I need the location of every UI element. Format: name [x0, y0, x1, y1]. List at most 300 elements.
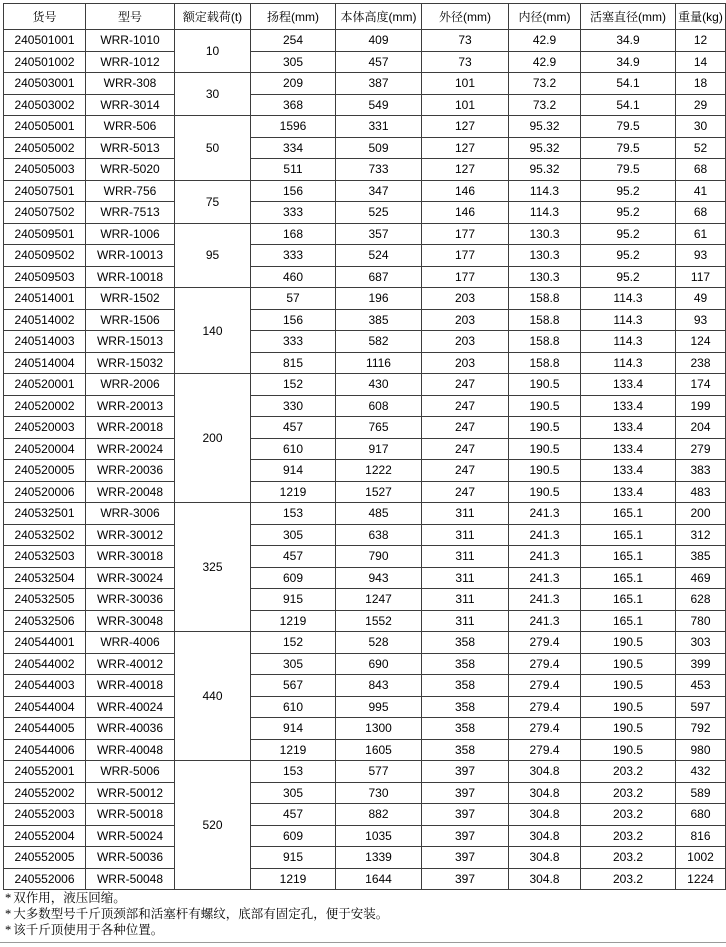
- cell-stroke: 333: [251, 202, 336, 224]
- cell-weight: 68: [676, 202, 726, 224]
- cell-outer-diameter: 203: [422, 288, 509, 310]
- cell-item-number: 240507501: [4, 180, 86, 202]
- cell-body-height: 1222: [336, 460, 422, 482]
- cell-rated-load: 200: [175, 374, 251, 503]
- cell-body-height: 687: [336, 266, 422, 288]
- cell-body-height: 387: [336, 73, 422, 95]
- cell-inner-diameter: 114.3: [509, 202, 581, 224]
- footnotes: [5, 890, 388, 938]
- cell-stroke: 914: [251, 718, 336, 740]
- cell-body-height: 357: [336, 223, 422, 245]
- cell-model: WRR-30018: [86, 546, 175, 568]
- cell-inner-diameter: 190.5: [509, 481, 581, 503]
- cell-item-number: 240532505: [4, 589, 86, 611]
- cell-weight: 383: [676, 460, 726, 482]
- cell-stroke: 915: [251, 847, 336, 869]
- cell-weight: 49: [676, 288, 726, 310]
- cell-stroke: 457: [251, 804, 336, 826]
- cell-body-height: 549: [336, 94, 422, 116]
- cell-item-number: 240505002: [4, 137, 86, 159]
- cell-stroke: 334: [251, 137, 336, 159]
- cell-inner-diameter: 304.8: [509, 761, 581, 783]
- cell-stroke: 156: [251, 180, 336, 202]
- cell-item-number: 240505001: [4, 116, 86, 138]
- cell-body-height: 409: [336, 30, 422, 52]
- table-row: [4, 868, 726, 890]
- cell-outer-diameter: 397: [422, 782, 509, 804]
- cell-model: WRR-50036: [86, 847, 175, 869]
- cell-stroke: 1219: [251, 481, 336, 503]
- cell-body-height: 730: [336, 782, 422, 804]
- table-row: [4, 503, 726, 525]
- cell-outer-diameter: 358: [422, 718, 509, 740]
- cell-piston-diameter: 95.2: [581, 266, 676, 288]
- cell-model: WRR-40012: [86, 653, 175, 675]
- cell-item-number: 240514004: [4, 352, 86, 374]
- cell-weight: 200: [676, 503, 726, 525]
- cell-model: WRR-20018: [86, 417, 175, 439]
- cell-weight: 18: [676, 73, 726, 95]
- cell-weight: 199: [676, 395, 726, 417]
- cell-outer-diameter: 358: [422, 739, 509, 761]
- cell-inner-diameter: 279.4: [509, 675, 581, 697]
- cell-piston-diameter: 133.4: [581, 460, 676, 482]
- cell-model: WRR-2006: [86, 374, 175, 396]
- table-row: [4, 632, 726, 654]
- cell-model: WRR-40018: [86, 675, 175, 697]
- cell-body-height: 733: [336, 159, 422, 181]
- cell-item-number: 240514003: [4, 331, 86, 353]
- cell-item-number: 240501002: [4, 51, 86, 73]
- footnote-asterisk: *: [5, 907, 12, 921]
- cell-item-number: 240544006: [4, 739, 86, 761]
- table-row: [4, 309, 726, 331]
- cell-weight: 1224: [676, 868, 726, 890]
- cell-piston-diameter: 79.5: [581, 116, 676, 138]
- cell-inner-diameter: 158.8: [509, 309, 581, 331]
- cell-piston-diameter: 34.9: [581, 51, 676, 73]
- cell-inner-diameter: 190.5: [509, 374, 581, 396]
- cell-outer-diameter: 127: [422, 159, 509, 181]
- cell-stroke: 333: [251, 245, 336, 267]
- table-row: [4, 245, 726, 267]
- column-header-6: 内径(mm): [509, 4, 581, 30]
- cell-weight: 117: [676, 266, 726, 288]
- footnote-text: 双作用，液压回缩。: [13, 891, 126, 905]
- cell-stroke: 209: [251, 73, 336, 95]
- cell-weight: 93: [676, 309, 726, 331]
- cell-weight: 597: [676, 696, 726, 718]
- cell-weight: 174: [676, 374, 726, 396]
- cell-piston-diameter: 133.4: [581, 481, 676, 503]
- cell-inner-diameter: 279.4: [509, 632, 581, 654]
- cell-item-number: 240520006: [4, 481, 86, 503]
- cell-outer-diameter: 177: [422, 223, 509, 245]
- cell-weight: 469: [676, 567, 726, 589]
- cell-outer-diameter: 397: [422, 825, 509, 847]
- cell-weight: 432: [676, 761, 726, 783]
- cell-model: WRR-10013: [86, 245, 175, 267]
- cell-body-height: 509: [336, 137, 422, 159]
- cell-model: WRR-1006: [86, 223, 175, 245]
- cell-inner-diameter: 304.8: [509, 825, 581, 847]
- cell-weight: 30: [676, 116, 726, 138]
- cell-piston-diameter: 114.3: [581, 309, 676, 331]
- table-row: [4, 202, 726, 224]
- cell-item-number: 240552003: [4, 804, 86, 826]
- cell-model: WRR-506: [86, 116, 175, 138]
- cell-weight: 385: [676, 546, 726, 568]
- cell-piston-diameter: 165.1: [581, 589, 676, 611]
- cell-model: WRR-30048: [86, 610, 175, 632]
- cell-body-height: 882: [336, 804, 422, 826]
- cell-rated-load: 325: [175, 503, 251, 632]
- cell-body-height: 331: [336, 116, 422, 138]
- cell-body-height: 917: [336, 438, 422, 460]
- cell-outer-diameter: 247: [422, 395, 509, 417]
- cell-inner-diameter: 304.8: [509, 847, 581, 869]
- cell-model: WRR-5013: [86, 137, 175, 159]
- cell-model: WRR-30036: [86, 589, 175, 611]
- cell-inner-diameter: 241.3: [509, 589, 581, 611]
- cell-model: WRR-1506: [86, 309, 175, 331]
- table-row: [4, 94, 726, 116]
- cell-model: WRR-40036: [86, 718, 175, 740]
- cell-piston-diameter: 203.2: [581, 804, 676, 826]
- cell-body-height: 385: [336, 309, 422, 331]
- cell-outer-diameter: 397: [422, 804, 509, 826]
- cell-weight: 780: [676, 610, 726, 632]
- cell-inner-diameter: 241.3: [509, 610, 581, 632]
- cell-weight: 980: [676, 739, 726, 761]
- cell-piston-diameter: 165.1: [581, 610, 676, 632]
- cell-item-number: 240544003: [4, 675, 86, 697]
- cell-model: WRR-3014: [86, 94, 175, 116]
- cell-piston-diameter: 190.5: [581, 675, 676, 697]
- cell-stroke: 368: [251, 94, 336, 116]
- cell-model: WRR-30024: [86, 567, 175, 589]
- cell-outer-diameter: 397: [422, 847, 509, 869]
- cell-piston-diameter: 190.5: [581, 653, 676, 675]
- cell-body-height: 608: [336, 395, 422, 417]
- product-spec-table: [3, 3, 726, 890]
- cell-body-height: 638: [336, 524, 422, 546]
- cell-piston-diameter: 54.1: [581, 94, 676, 116]
- cell-body-height: 1116: [336, 352, 422, 374]
- cell-weight: 792: [676, 718, 726, 740]
- cell-outer-diameter: 203: [422, 331, 509, 353]
- cell-rated-load: 50: [175, 116, 251, 181]
- table-row: [4, 825, 726, 847]
- cell-stroke: 609: [251, 825, 336, 847]
- cell-inner-diameter: 304.8: [509, 804, 581, 826]
- table-row: [4, 761, 726, 783]
- cell-stroke: 1596: [251, 116, 336, 138]
- cell-item-number: 240509503: [4, 266, 86, 288]
- cell-item-number: 240544001: [4, 632, 86, 654]
- cell-inner-diameter: 95.32: [509, 159, 581, 181]
- cell-body-height: 1644: [336, 868, 422, 890]
- column-header-8: 重量(kg): [676, 4, 726, 30]
- cell-outer-diameter: 146: [422, 180, 509, 202]
- cell-body-height: 995: [336, 696, 422, 718]
- cell-weight: 124: [676, 331, 726, 353]
- cell-item-number: 240544005: [4, 718, 86, 740]
- cell-rated-load: 10: [175, 30, 251, 73]
- table-row: [4, 739, 726, 761]
- cell-model: WRR-7513: [86, 202, 175, 224]
- footnote-asterisk: *: [5, 891, 12, 905]
- cell-inner-diameter: 158.8: [509, 288, 581, 310]
- cell-model: WRR-15032: [86, 352, 175, 374]
- cell-model: WRR-10018: [86, 266, 175, 288]
- cell-piston-diameter: 95.2: [581, 180, 676, 202]
- cell-stroke: 153: [251, 761, 336, 783]
- cell-outer-diameter: 247: [422, 374, 509, 396]
- cell-piston-diameter: 203.2: [581, 825, 676, 847]
- cell-stroke: 610: [251, 438, 336, 460]
- cell-inner-diameter: 73.2: [509, 73, 581, 95]
- table-body: [4, 30, 726, 890]
- cell-rated-load: 30: [175, 73, 251, 116]
- cell-rated-load: 520: [175, 761, 251, 890]
- cell-model: WRR-50024: [86, 825, 175, 847]
- cell-stroke: 156: [251, 309, 336, 331]
- cell-inner-diameter: 304.8: [509, 868, 581, 890]
- header-row: [4, 4, 726, 30]
- cell-stroke: 567: [251, 675, 336, 697]
- cell-inner-diameter: 241.3: [509, 546, 581, 568]
- cell-item-number: 240514002: [4, 309, 86, 331]
- column-header-7: 活塞直径(mm): [581, 4, 676, 30]
- cell-model: WRR-20048: [86, 481, 175, 503]
- cell-weight: 279: [676, 438, 726, 460]
- table-row: [4, 73, 726, 95]
- cell-item-number: 240532502: [4, 524, 86, 546]
- cell-piston-diameter: 190.5: [581, 718, 676, 740]
- cell-piston-diameter: 133.4: [581, 395, 676, 417]
- table-row: [4, 524, 726, 546]
- table-row: [4, 395, 726, 417]
- cell-outer-diameter: 73: [422, 30, 509, 52]
- cell-outer-diameter: 311: [422, 524, 509, 546]
- cell-item-number: 240552006: [4, 868, 86, 890]
- cell-rated-load: 140: [175, 288, 251, 374]
- cell-weight: 12: [676, 30, 726, 52]
- cell-rated-load: 75: [175, 180, 251, 223]
- cell-item-number: 240505003: [4, 159, 86, 181]
- cell-item-number: 240552002: [4, 782, 86, 804]
- cell-piston-diameter: 54.1: [581, 73, 676, 95]
- cell-piston-diameter: 133.4: [581, 438, 676, 460]
- cell-outer-diameter: 247: [422, 481, 509, 503]
- cell-item-number: 240532504: [4, 567, 86, 589]
- footnote-line: [5, 922, 388, 938]
- cell-outer-diameter: 247: [422, 438, 509, 460]
- cell-inner-diameter: 130.3: [509, 223, 581, 245]
- cell-stroke: 153: [251, 503, 336, 525]
- table-row: [4, 288, 726, 310]
- cell-body-height: 1527: [336, 481, 422, 503]
- cell-body-height: 525: [336, 202, 422, 224]
- cell-item-number: 240520005: [4, 460, 86, 482]
- cell-inner-diameter: 42.9: [509, 51, 581, 73]
- table-row: [4, 417, 726, 439]
- cell-model: WRR-1012: [86, 51, 175, 73]
- cell-outer-diameter: 146: [422, 202, 509, 224]
- cell-weight: 680: [676, 804, 726, 826]
- cell-inner-diameter: 114.3: [509, 180, 581, 202]
- cell-outer-diameter: 397: [422, 761, 509, 783]
- table-row: [4, 30, 726, 52]
- table-row: [4, 137, 726, 159]
- cell-piston-diameter: 190.5: [581, 696, 676, 718]
- cell-inner-diameter: 279.4: [509, 739, 581, 761]
- table-row: [4, 331, 726, 353]
- cell-stroke: 254: [251, 30, 336, 52]
- cell-inner-diameter: 241.3: [509, 524, 581, 546]
- cell-outer-diameter: 177: [422, 245, 509, 267]
- cell-piston-diameter: 190.5: [581, 739, 676, 761]
- cell-inner-diameter: 279.4: [509, 653, 581, 675]
- cell-inner-diameter: 190.5: [509, 438, 581, 460]
- cell-model: WRR-15013: [86, 331, 175, 353]
- cell-stroke: 915: [251, 589, 336, 611]
- cell-body-height: 690: [336, 653, 422, 675]
- table-row: [4, 718, 726, 740]
- cell-item-number: 240507502: [4, 202, 86, 224]
- cell-weight: 68: [676, 159, 726, 181]
- cell-piston-diameter: 203.2: [581, 847, 676, 869]
- cell-outer-diameter: 177: [422, 266, 509, 288]
- cell-weight: 483: [676, 481, 726, 503]
- cell-model: WRR-5020: [86, 159, 175, 181]
- table-row: [4, 438, 726, 460]
- cell-stroke: 305: [251, 524, 336, 546]
- cell-rated-load: 95: [175, 223, 251, 288]
- cell-stroke: 457: [251, 546, 336, 568]
- cell-item-number: 240520001: [4, 374, 86, 396]
- table-row: [4, 847, 726, 869]
- cell-outer-diameter: 247: [422, 417, 509, 439]
- cell-outer-diameter: 203: [422, 352, 509, 374]
- cell-stroke: 152: [251, 374, 336, 396]
- cell-inner-diameter: 279.4: [509, 718, 581, 740]
- table-row: [4, 567, 726, 589]
- cell-item-number: 240503002: [4, 94, 86, 116]
- cell-stroke: 305: [251, 782, 336, 804]
- table-row: [4, 460, 726, 482]
- cell-inner-diameter: 158.8: [509, 331, 581, 353]
- cell-stroke: 168: [251, 223, 336, 245]
- cell-stroke: 1219: [251, 868, 336, 890]
- cell-model: WRR-5006: [86, 761, 175, 783]
- cell-weight: 399: [676, 653, 726, 675]
- cell-outer-diameter: 358: [422, 632, 509, 654]
- cell-stroke: 914: [251, 460, 336, 482]
- cell-body-height: 524: [336, 245, 422, 267]
- column-header-3: 扬程(mm): [251, 4, 336, 30]
- cell-stroke: 333: [251, 331, 336, 353]
- cell-item-number: 240544002: [4, 653, 86, 675]
- cell-outer-diameter: 101: [422, 94, 509, 116]
- cell-body-height: 1339: [336, 847, 422, 869]
- cell-weight: 589: [676, 782, 726, 804]
- cell-piston-diameter: 190.5: [581, 632, 676, 654]
- bottom-divider: [0, 942, 726, 943]
- cell-model: WRR-1502: [86, 288, 175, 310]
- cell-inner-diameter: 190.5: [509, 395, 581, 417]
- footnote-line: [5, 890, 388, 906]
- cell-item-number: 240532501: [4, 503, 86, 525]
- cell-model: WRR-30012: [86, 524, 175, 546]
- cell-item-number: 240503001: [4, 73, 86, 95]
- cell-stroke: 815: [251, 352, 336, 374]
- cell-model: WRR-1010: [86, 30, 175, 52]
- cell-weight: 628: [676, 589, 726, 611]
- cell-piston-diameter: 133.4: [581, 417, 676, 439]
- cell-inner-diameter: 158.8: [509, 352, 581, 374]
- cell-item-number: 240514001: [4, 288, 86, 310]
- table-row: [4, 180, 726, 202]
- cell-inner-diameter: 130.3: [509, 266, 581, 288]
- cell-model: WRR-3006: [86, 503, 175, 525]
- cell-piston-diameter: 95.2: [581, 202, 676, 224]
- cell-body-height: 582: [336, 331, 422, 353]
- cell-model: WRR-50018: [86, 804, 175, 826]
- cell-body-height: 943: [336, 567, 422, 589]
- cell-piston-diameter: 165.1: [581, 524, 676, 546]
- cell-model: WRR-308: [86, 73, 175, 95]
- cell-stroke: 1219: [251, 610, 336, 632]
- cell-inner-diameter: 95.32: [509, 116, 581, 138]
- cell-body-height: 765: [336, 417, 422, 439]
- cell-item-number: 240520003: [4, 417, 86, 439]
- cell-inner-diameter: 241.3: [509, 503, 581, 525]
- cell-outer-diameter: 311: [422, 610, 509, 632]
- table-row: [4, 266, 726, 288]
- cell-body-height: 528: [336, 632, 422, 654]
- cell-stroke: 305: [251, 653, 336, 675]
- cell-piston-diameter: 203.2: [581, 782, 676, 804]
- cell-stroke: 305: [251, 51, 336, 73]
- cell-weight: 816: [676, 825, 726, 847]
- cell-inner-diameter: 73.2: [509, 94, 581, 116]
- cell-outer-diameter: 247: [422, 460, 509, 482]
- table-row: [4, 653, 726, 675]
- cell-piston-diameter: 203.2: [581, 868, 676, 890]
- cell-body-height: 1552: [336, 610, 422, 632]
- cell-weight: 238: [676, 352, 726, 374]
- cell-stroke: 610: [251, 696, 336, 718]
- cell-inner-diameter: 279.4: [509, 696, 581, 718]
- cell-piston-diameter: 79.5: [581, 137, 676, 159]
- cell-piston-diameter: 95.2: [581, 223, 676, 245]
- cell-body-height: 1247: [336, 589, 422, 611]
- cell-piston-diameter: 114.3: [581, 331, 676, 353]
- cell-piston-diameter: 165.1: [581, 546, 676, 568]
- cell-stroke: 57: [251, 288, 336, 310]
- cell-piston-diameter: 165.1: [581, 567, 676, 589]
- cell-outer-diameter: 311: [422, 546, 509, 568]
- cell-stroke: 1219: [251, 739, 336, 761]
- cell-item-number: 240544004: [4, 696, 86, 718]
- table-row: [4, 610, 726, 632]
- cell-outer-diameter: 311: [422, 567, 509, 589]
- cell-body-height: 577: [336, 761, 422, 783]
- cell-inner-diameter: 241.3: [509, 567, 581, 589]
- cell-outer-diameter: 203: [422, 309, 509, 331]
